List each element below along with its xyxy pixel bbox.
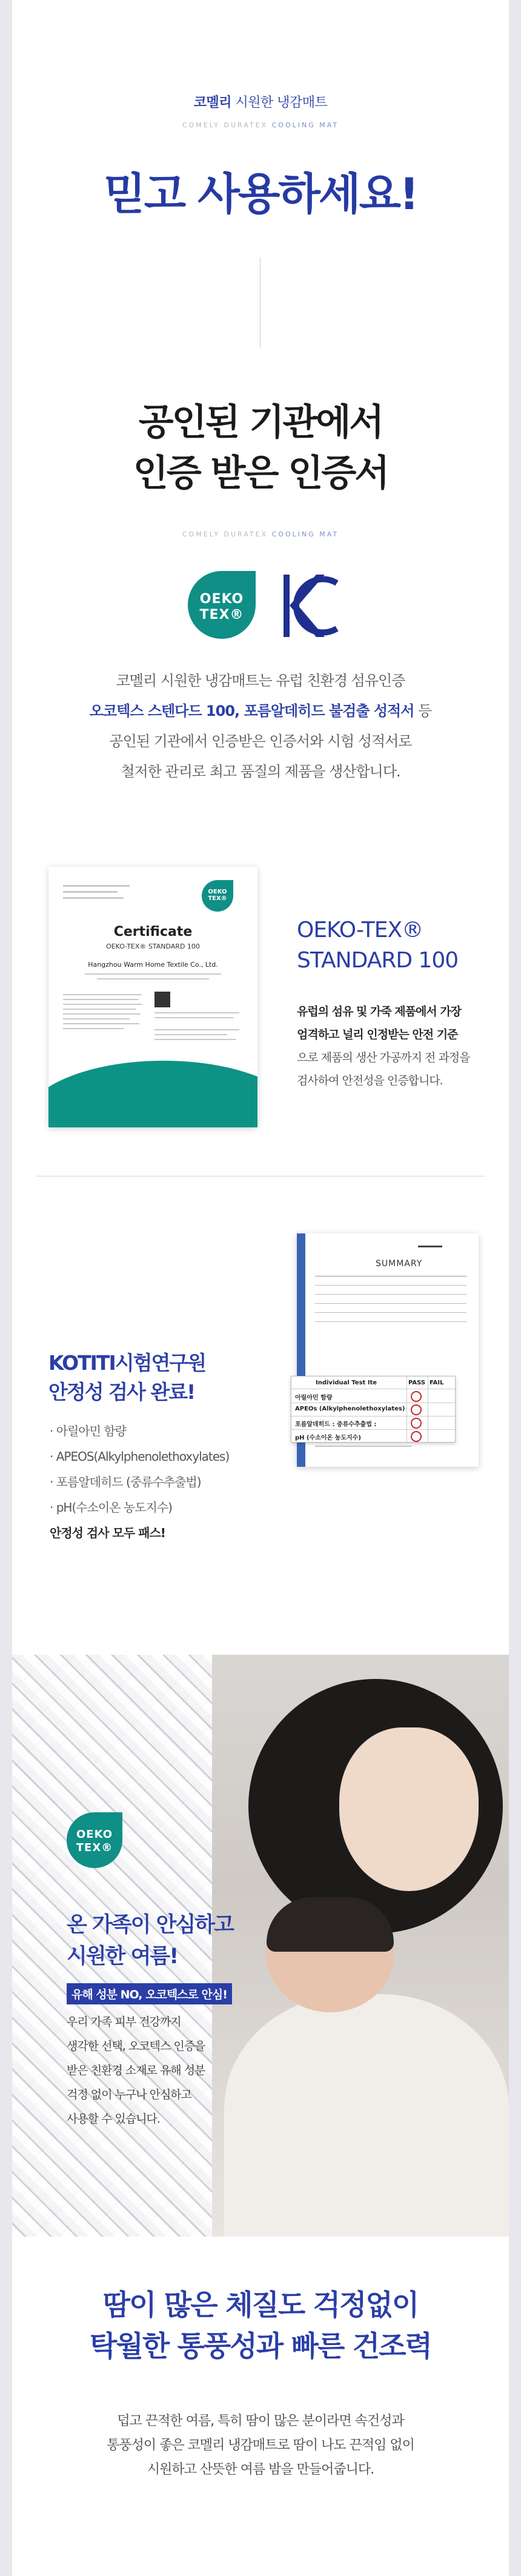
main-headline: 믿고 사용하세요! [104,169,417,219]
brand-subtitle: COMELY DURATEX COOLING MAT [182,121,339,129]
certification-description: 코멜리 시원한 냉감매트는 유럽 친환경 섬유인증 오코텍스 스텐다드 100, 포름알데히드 불검출 성적서 등 공인된 기관에서 인증받은 인증서와 시험 성적서로 철저한 관리로 최고 품질의 제품을 생산합니다. [89,672,432,780]
summary-zoom-table: Individual Test Ite PASS FAIL 아릴아민 함량 APEOs (Alkylphenolethoxylates) 포름알데히드 : 증류수추출법 : pH (수소이온 농도지수) [291,1376,456,1443]
oeko-standard-heading: OEKO-TEX® STANDARD 100 [297,918,459,973]
table-row: 아릴아민 함량 [291,1389,455,1403]
oeko-tex-logo: OEKO TEX® [188,571,256,639]
certification-subtitle: COMELY DURATEX COOLING MAT [182,530,339,538]
kotiti-test-list [50,1418,229,1546]
oeko-tex-logo-small: OEKO TEX® [67,1812,122,1868]
list-item: · APEOS(Alkylphenolethoxylates) [50,1449,230,1464]
list-item: · 포름알데히드 (중류수추출법) [50,1475,201,1489]
list-item: · pH(수소이온 농도지수) [50,1500,172,1515]
certificate-oeko-badge: OEKO TEX® [202,880,233,912]
list-item: · 아릴아민 함량 [50,1424,126,1438]
safety-tag: 유해 성분 NO, 오코텍스로 안심! [67,1983,232,2004]
table-row: APEOs (Alkylphenolethoxylates) [291,1403,455,1416]
ventilation-heading: 땀이 많은 체질도 걱정없이 탁월한 통풍성과 빠른 건조력 [90,2289,431,2363]
table-row: pH (수소이온 농도지수) [291,1429,455,1443]
svg-text:KC: KC [279,571,280,572]
certificate-title: Certificate [113,924,193,939]
ventilation-description: 덥고 끈적한 여름, 특히 땀이 많은 분이라면 속건성과 통풍성이 좋은 코멜리 냉감매트로 땀이 나도 끈적임 없이 시원하고 산뜻한 여름 밤을 만들어줍니다. [107,2414,414,2477]
certificate-subtitle: OEKO-TEX® STANDARD 100 [106,943,200,950]
family-heading: 온 가족이 안심하고 시원한 여름! [67,1913,233,1969]
oeko-standard-description: 유럽의 섬유 및 가죽 제품에서 가장 엄격하고 널리 인정받는 안전 기준 으로 제품의 생산 가공까지 전 과정을 검사하여 안전성을 인증합니다. [297,1005,470,1087]
table-row: 포름알데히드 : 증류수추출법 : [291,1416,455,1430]
pass-note: 안정성 검사 모두 패스! [50,1526,165,1540]
kotiti-heading: KOTITI시험연구원 안정성 검사 완료! [48,1351,206,1404]
brand-title: 코멜리 시원한 냉감매트 [193,95,328,110]
summary-title: SUMMARY [376,1259,423,1269]
family-description: 우리 가족 피부 건강까지 생각한 선택, 오코텍스 인증을 받은 친환경 소재로 유해 성분 걱정 없이 누구나 안심하고 사용할 수 있습니다. [67,2015,205,2126]
certification-title: 공인된 기관에서 인증 받은 인증서 [133,401,388,495]
kc-mark-icon [279,571,339,641]
oeko-tex-certificate-image [48,867,257,1127]
certificate-company: Hangzhou Warm Home Textile Co., Ltd. [88,961,218,969]
product-detail-page [12,0,509,2576]
